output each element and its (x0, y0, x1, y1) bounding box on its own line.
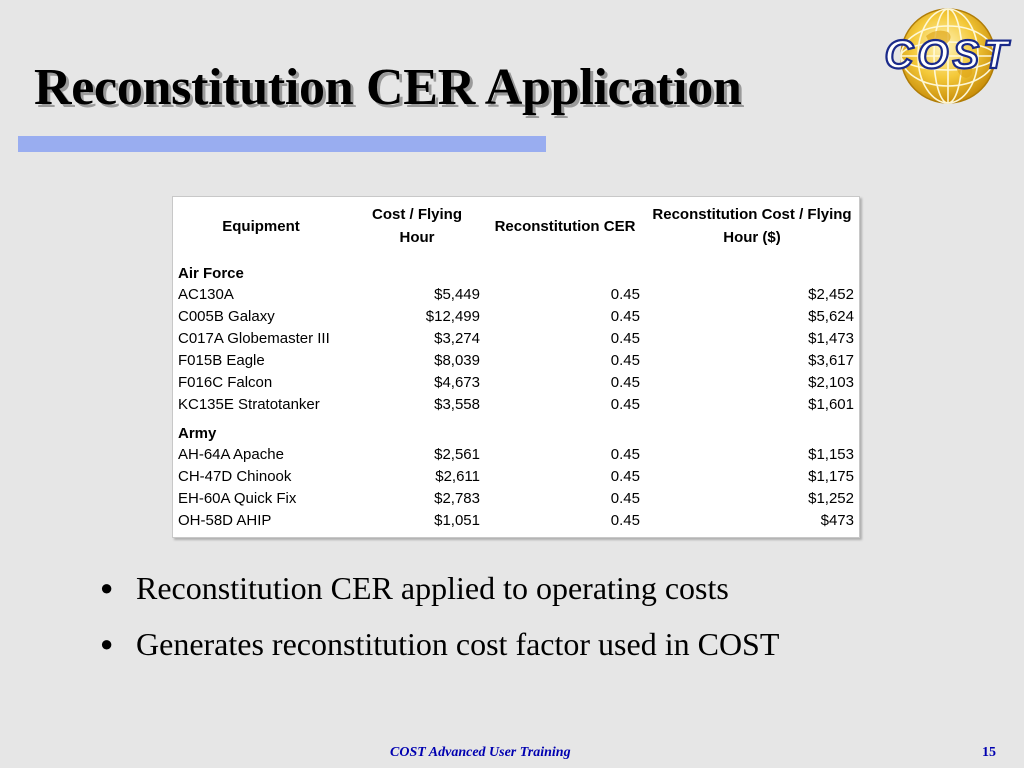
group-row-army (173, 415, 859, 443)
header-equipment: Equipment (222, 217, 300, 235)
cost-logo (856, 6, 1024, 110)
cer-table (173, 197, 859, 531)
cer-cell: 0.45 (610, 445, 640, 463)
header-reconstitution-cer: Reconstitution CER (494, 217, 636, 235)
bullet-text: Reconstitution CER applied to operating costs (136, 569, 729, 606)
cost-cell: $2,561 (434, 445, 480, 463)
recon-cost-cell: $1,252 (808, 489, 854, 507)
slide-title: Reconstitution CER Application (34, 59, 742, 116)
cer-cell: 0.45 (610, 489, 640, 507)
cer-cell: 0.45 (610, 395, 640, 413)
table-row (173, 371, 859, 393)
cer-cell: 0.45 (610, 285, 640, 303)
recon-cost-cell: $1,153 (808, 445, 854, 463)
group-label: Army (178, 424, 217, 442)
recon-cost-cell: $2,452 (808, 285, 854, 303)
table-row (173, 393, 859, 415)
table-row (173, 349, 859, 371)
bullet-dot-icon: ● (100, 575, 114, 600)
title-underline-bar (18, 136, 546, 152)
bullet-dot-icon: ● (100, 631, 114, 656)
header-cost-per-flying-hour: Cost / Flying Hour (372, 206, 462, 246)
table-row (173, 305, 859, 327)
cost-cell: $2,783 (434, 489, 480, 507)
equipment-cell: KC135E Stratotanker (178, 395, 320, 413)
equipment-cell: F015B Eagle (178, 351, 265, 369)
recon-cost-cell: $473 (820, 511, 854, 529)
cer-cell: 0.45 (610, 307, 640, 325)
header-reconstitution-cost: Reconstitution Cost / Flying Hour ($) (652, 206, 852, 246)
cer-cell: 0.45 (610, 329, 640, 347)
table-row (173, 283, 859, 305)
group-row-air-force (173, 255, 859, 283)
cost-cell: $3,274 (434, 329, 480, 347)
cost-cell: $12,499 (425, 307, 480, 325)
recon-cost-cell: $2,103 (808, 373, 854, 391)
cost-cell: $1,051 (434, 511, 480, 529)
cost-cell: $5,449 (434, 285, 480, 303)
bullet-text: Generates reconstitution cost factor used in COST (136, 625, 780, 662)
cer-cell: 0.45 (610, 373, 640, 391)
recon-cost-cell: $1,175 (808, 467, 854, 485)
page-number: 15 (982, 745, 996, 760)
equipment-cell: CH-47D Chinook (178, 467, 292, 485)
footer-text: COST Advanced User Training (390, 745, 571, 760)
cer-cell: 0.45 (610, 351, 640, 369)
recon-cost-cell: $3,617 (808, 351, 854, 369)
recon-cost-cell: $1,473 (808, 329, 854, 347)
recon-cost-cell: $5,624 (808, 307, 854, 325)
table-row (173, 487, 859, 509)
bullet-item (100, 560, 779, 616)
equipment-cell: EH-60A Quick Fix (178, 489, 297, 507)
equipment-cell: OH-58D AHIP (178, 511, 272, 529)
cost-cell: $2,611 (435, 467, 480, 485)
table-row (173, 465, 859, 487)
table-header-row (173, 197, 859, 255)
cost-cell: $8,039 (434, 351, 480, 369)
logo-text: COST (884, 33, 1012, 77)
equipment-cell: AH-64A Apache (178, 445, 284, 463)
cer-table-panel (172, 196, 860, 538)
equipment-cell: C017A Globemaster III (178, 329, 330, 347)
bullet-list (100, 560, 779, 672)
bullet-item (100, 616, 779, 672)
table-row (173, 327, 859, 349)
cost-cell: $4,673 (434, 373, 480, 391)
equipment-cell: AC130A (178, 285, 234, 303)
table-row (173, 509, 859, 531)
group-label: Air Force (178, 264, 244, 282)
table-row (173, 443, 859, 465)
cer-cell: 0.45 (610, 467, 640, 485)
recon-cost-cell: $1,601 (808, 395, 854, 413)
equipment-cell: F016C Falcon (178, 373, 273, 391)
cost-cell: $3,558 (434, 395, 480, 413)
equipment-cell: C005B Galaxy (178, 307, 275, 325)
cer-cell: 0.45 (610, 511, 640, 529)
